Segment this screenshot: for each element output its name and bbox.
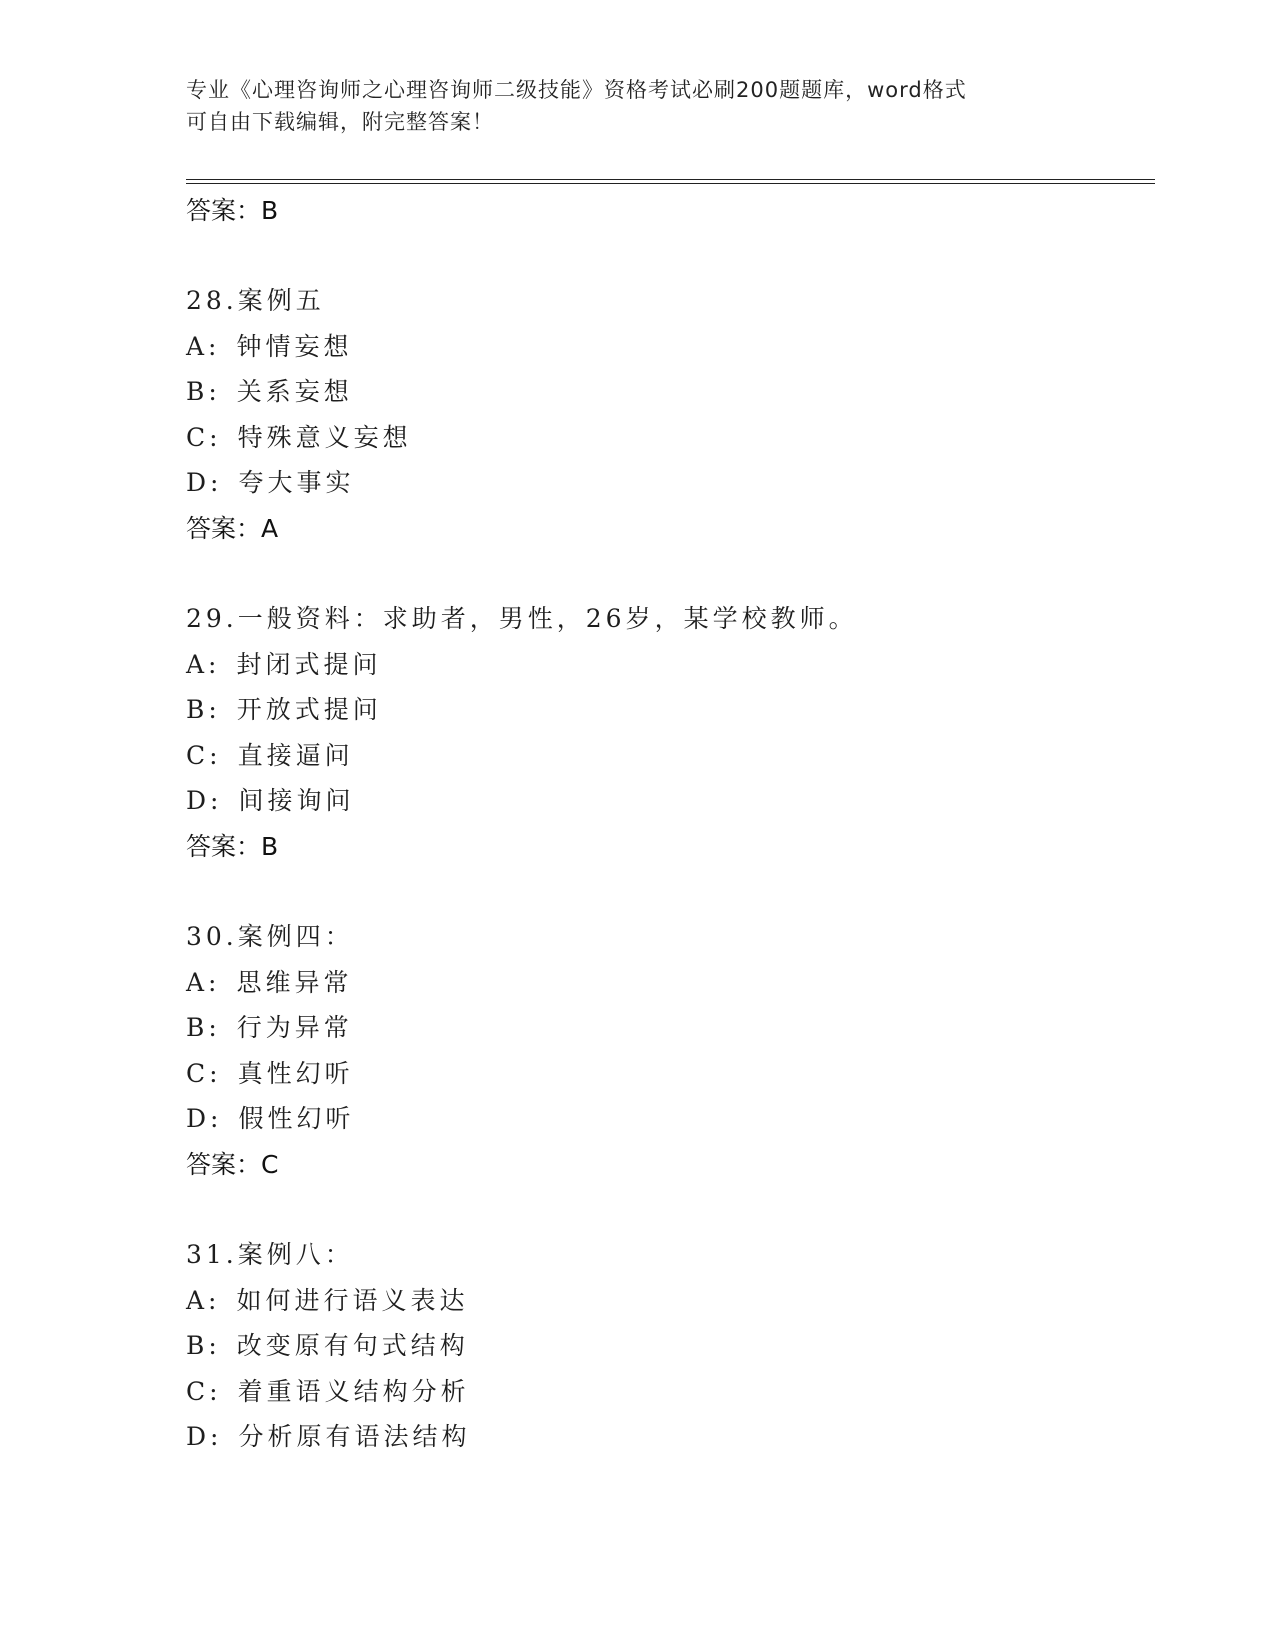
option-text: 如何进行语义表达 (236, 1285, 469, 1315)
question-stem: 31.案例八： (186, 1239, 354, 1269)
option-text: 特殊意义妄想 (237, 422, 412, 452)
question-stem: 29.一般资料：求助者，男性，26岁，某学校教师。 (186, 603, 858, 633)
header-line-1: 专业《心理咨询师之心理咨询师二级技能》资格考试必刷200题题库，word格式 (186, 78, 967, 102)
answer-line: 答案：C (186, 1149, 279, 1179)
option-letter: C: (186, 1058, 222, 1088)
option-b (186, 369, 1166, 415)
option-a (186, 324, 1166, 370)
option-c (186, 415, 1166, 461)
question-28 (186, 278, 1166, 552)
option-a (186, 642, 1166, 688)
option-text: 行为异常 (236, 1013, 353, 1043)
option-letter: D: (186, 786, 223, 816)
question-29 (186, 596, 1166, 870)
document-header (186, 74, 1086, 138)
option-text: 关系妄想 (236, 377, 353, 407)
option-text: 真性幻听 (237, 1058, 354, 1088)
option-letter: D: (186, 468, 223, 498)
option-text: 思维异常 (236, 967, 353, 997)
option-a (186, 1278, 1166, 1324)
option-letter: B: (186, 695, 221, 725)
option-letter: B: (186, 1013, 221, 1043)
option-text: 夸大事实 (238, 468, 355, 498)
option-a (186, 960, 1166, 1006)
option-letter: D: (186, 1422, 223, 1452)
option-c (186, 733, 1166, 779)
question-31 (186, 1232, 1166, 1460)
option-text: 分析原有语法结构 (238, 1422, 471, 1452)
option-letter: A: (186, 1285, 221, 1315)
answer-line: 答案：B (186, 196, 279, 225)
option-text: 封闭式提问 (236, 649, 382, 679)
option-d (186, 1414, 1166, 1460)
option-text: 直接逼问 (237, 740, 354, 770)
question-stem: 30.案例四： (186, 921, 354, 951)
option-b (186, 1005, 1166, 1051)
option-text: 着重语义结构分析 (237, 1376, 470, 1406)
option-letter: C: (186, 422, 222, 452)
question-list (186, 188, 1166, 1460)
question-30 (186, 914, 1166, 1188)
option-d (186, 778, 1166, 824)
option-letter: D: (186, 1104, 223, 1134)
option-text: 开放式提问 (236, 695, 382, 725)
option-b (186, 687, 1166, 733)
option-letter: C: (186, 1376, 222, 1406)
option-d (186, 460, 1166, 506)
header-divider-bottom (186, 183, 1155, 184)
option-text: 改变原有句式结构 (236, 1331, 469, 1361)
answer-line: 答案：A (186, 513, 279, 543)
option-text: 假性幻听 (238, 1104, 355, 1134)
option-letter: A: (186, 967, 221, 997)
option-b (186, 1323, 1166, 1369)
header-divider-top (186, 179, 1155, 180)
option-d (186, 1096, 1166, 1142)
option-letter: A: (186, 331, 221, 361)
option-letter: A: (186, 649, 221, 679)
option-letter: B: (186, 1331, 221, 1361)
option-text: 钟情妄想 (236, 331, 353, 361)
header-line-2: 可自由下载编辑，附完整答案！ (186, 110, 494, 134)
option-c (186, 1369, 1166, 1415)
option-c (186, 1051, 1166, 1097)
answer-line: 答案：B (186, 831, 279, 861)
option-letter: C: (186, 740, 222, 770)
option-letter: B: (186, 377, 221, 407)
question-stem: 28.案例五 (186, 286, 325, 315)
option-text: 间接询问 (238, 786, 355, 816)
